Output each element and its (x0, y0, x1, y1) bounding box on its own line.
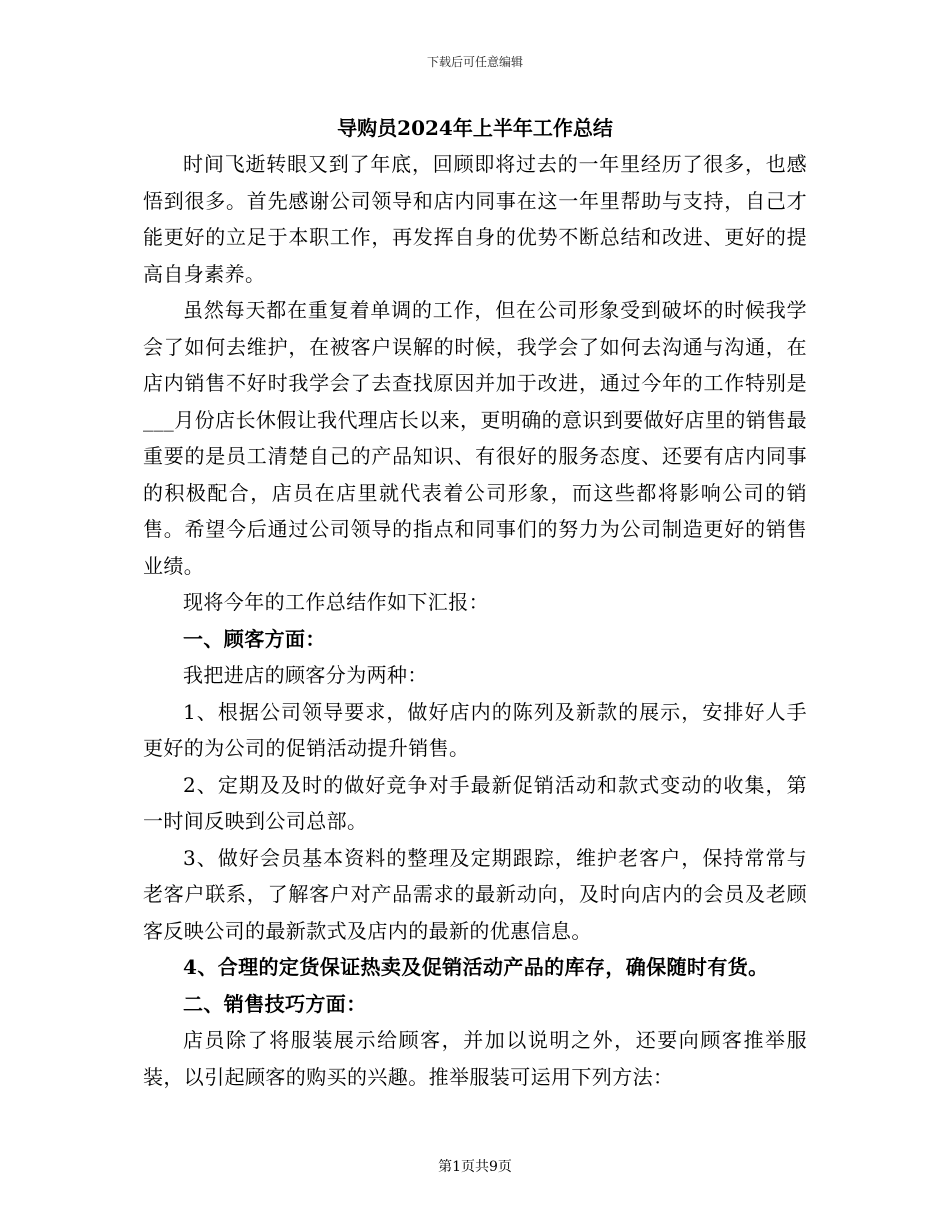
paragraph: 店员除了将服装展示给顾客，并加以说明之外，还要向顾客推举服装，以引起顾客的购买的兴趣。推举服装可运用下列方法： (143, 1028, 807, 1089)
paragraph: 4、合理的定货保证热卖及促销活动产品的库存，确保随时有货。 (183, 955, 769, 979)
paragraph: 1、根据公司领导要求，做好店内的陈列及新款的展示，安排好人手更好的为公司的促销活动提升销售。 (143, 699, 807, 760)
paragraph: 3、做好会员基本资料的整理及定期跟踪，维护老客户，保持常常与老客户联系，了解客户对产品需求的最新动向，及时向店内的会员及老顾客反映公司的最新款式及店内的最新的优惠信息。 (143, 845, 807, 943)
paragraph: 2、定期及及时的做好竞争对手最新促销活动和款式变动的收集，第一时间反映到公司总部。 (143, 772, 807, 833)
paragraph: 一、顾客方面： (183, 626, 326, 651)
paragraph-list (143, 146, 807, 1095)
page-number: 第1页共9页 (438, 1159, 512, 1175)
header-note: 下载后可任意编辑 (426, 55, 523, 69)
document-title: 导购员2024年上半年工作总结 (337, 116, 613, 140)
paragraph: 我把进店的顾客分为两种： (183, 663, 428, 687)
paragraph: 虽然每天都在重复着单调的工作，但在公司形象受到破坏的时候我学会了如何去维护，在被客户误解的时候，我学会了如何去沟通与沟通，在店内销售不好时我学会了去查找原因并加于改进，通过今年的工作特别是___月份店长休假让我代理店长以来，更明确的意识到要做好店里的销售最重要的是员工清楚自己的产品知识、有很好的服务态度、还要有店内同事的积极配合，店员在店里就代表着公司形象，而这些都将影响公司的销售。希望今后通过公司领导的指点和同事们的努力为公司制造更好的销售业绩。 (143, 298, 807, 578)
paragraph: 时间飞逝转眼又到了年底，回顾即将过去的一年里经历了很多，也感悟到很多。首先感谢公司领导和店内同事在这一年里帮助与支持，自己才能更好的立足于本职工作，再发挥自身的优势不断总结和改进、更好的提高自身素养。 (143, 152, 807, 286)
document-body (143, 110, 807, 1095)
paragraph: 现将今年的工作总结作如下汇报： (183, 590, 489, 614)
paragraph: 二、销售技巧方面： (183, 991, 367, 1016)
